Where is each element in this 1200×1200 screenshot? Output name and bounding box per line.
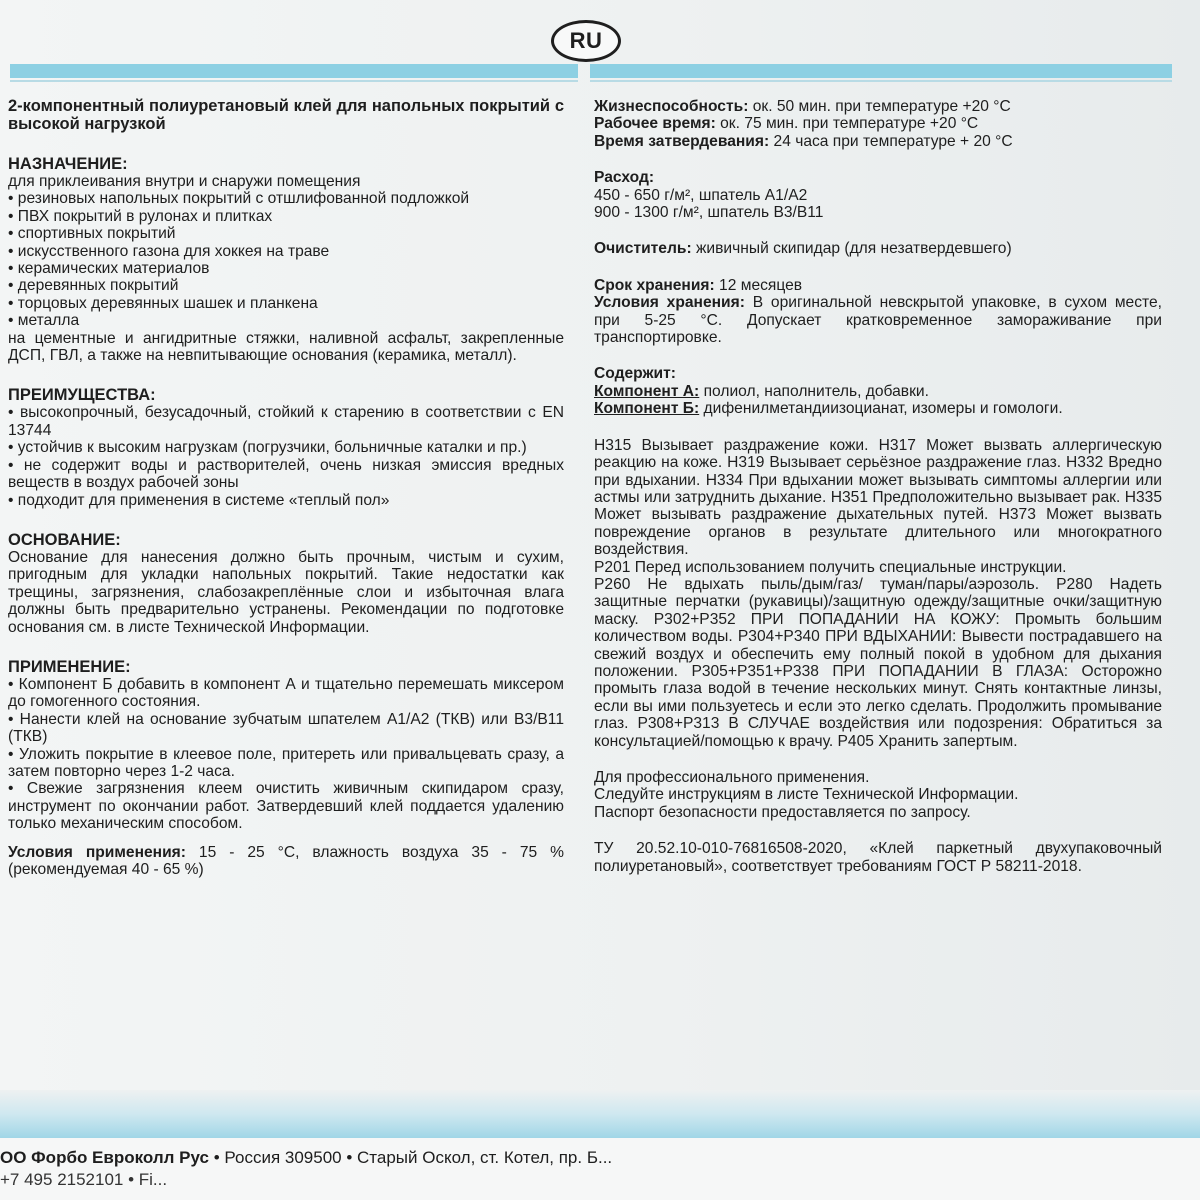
component-b-label: Компонент Б:: [594, 400, 700, 418]
component-b-value: дифенилметандиизоцианат, изомеры и гомологи.: [699, 400, 1063, 418]
cleaner-value: живичный скипидар (для незатвердевшего): [691, 240, 1012, 258]
product-title: 2-компонентный полиуретановый клей для напольных покрытий с высокой нагрузкой: [8, 97, 564, 133]
application-item: • Нанести клей на основание зубчатым шпателем А1/А2 (ТКВ) или В3/В11 (ТКВ): [8, 710, 564, 746]
component-a-label: Компонент А:: [594, 382, 700, 400]
cure-time: [594, 133, 1162, 150]
storage-value: В оригинальной невскрытой упаковке, в сухом месте, при 5-25 °С. Допускает кратковременное замораживание при транспортировке.: [594, 294, 1162, 347]
base-heading: ОСНОВАНИЕ:: [8, 530, 121, 549]
right-header-stripe: [590, 64, 1172, 78]
shelf-life-label: Срок хранения:: [594, 276, 715, 294]
footer-company: ОО Форбо Евроколл Рус: [0, 1148, 210, 1167]
consumption-line: 900 - 1300 г/м², шпатель В3/В11: [594, 204, 824, 222]
consumption-label: Расход:: [594, 169, 655, 187]
professional-line: Паспорт безопасности предоставляется по запросу.: [594, 803, 971, 821]
purpose-item: • резиновых напольных покрытий с отшлифованной подложкой: [8, 190, 470, 208]
professional-line: Для профессионального применения.: [594, 769, 870, 786]
left-column: [8, 98, 564, 878]
base-text: Основание для нанесения должно быть прочным, чистым и сухим, пригодным для укладки напольных покрытий. Такие недостатки как трещины, загрязнения, слабозакреплённые слои и избыточная влага должны быть предварительно устранены. Рекомендации по подготовке основания см. в листе Технической Информации.: [8, 548, 564, 636]
cleaner-label: Очиститель:: [594, 240, 692, 258]
purpose-item: • керамических материалов: [8, 260, 210, 278]
purpose-item: • металла: [8, 312, 80, 330]
storage: [594, 294, 1162, 346]
precaution-statement: P260 Не вдыхать пыль/дым/газ/ туман/пары/аэрозоль. P280 Надеть защитные перчатки (рукавицы)/защитную одежду/защитные очки/защитную маску. P302+P352 ПРИ ПОПАДАНИИ НА КОЖУ: Промыть большим количеством воды. P304+P340 ПРИ ВДЫХАНИИ: Вывести пострадавшего на свежий воздух и обеспечить ему полный покой в удобном для дыхания положении. P305+P351+P338 ПРИ ПОПАДАНИИ В ГЛАЗА: Осторожно промыть глаза водой в течение нескольких минут. Снять контактные линзы, если вы ими пользуетесь и если это легко сделать. Продолжить промывание глаз. P308+P313 В СЛУЧАЕ воздействия или подозрения: Обратиться за консультацией/помощью к врачу. P405 Хранить запертым.: [594, 575, 1162, 750]
pot-life-label: Жизнеспособность:: [594, 98, 749, 115]
cure-time-label: Время затвердевания:: [594, 132, 770, 150]
open-time-label: Рабочее время:: [594, 115, 716, 133]
application-item: • Компонент Б добавить в компонент А и тщательно перемешать миксером до гомогенного состояния.: [8, 675, 564, 711]
contains-heading: Содержит:: [594, 365, 676, 383]
footer: [0, 1147, 1200, 1191]
footer-line-1: [0, 1147, 1200, 1169]
component-a-value: полиол, наполнитель, добавки.: [699, 382, 929, 400]
cure-time-value: 24 часа при температуре + 20 °С: [769, 132, 1013, 150]
consumption-line: 450 - 650 г/м², шпатель А1/А2: [594, 186, 808, 204]
advantage-item: • устойчив к высоким нагрузкам (погрузчики, больничные каталки и пр.): [8, 439, 527, 457]
pot-life-value: ок. 50 мин. при температуре +20 °С: [748, 98, 1011, 115]
purpose-item: • искусственного газона для хоккея на траве: [8, 242, 330, 260]
purpose-item: • деревянных покрытий: [8, 277, 179, 295]
professional-line: Следуйте инструкциям в листе Технической Информации.: [594, 786, 1019, 804]
right-header-line: [590, 80, 1172, 82]
cleaner: [594, 240, 1162, 257]
conditions-label: Условия применения:: [8, 843, 186, 861]
conditions-text: [8, 844, 564, 879]
open-time: [594, 115, 1162, 132]
application-heading: ПРИМЕНЕНИЕ:: [8, 657, 131, 676]
footer-address: • Россия 309500 • Старый Оскол, ст. Котел, пр. Б...: [209, 1148, 613, 1167]
language-badge: RU: [551, 20, 621, 62]
purpose-item: • спортивных покрытий: [8, 225, 176, 243]
advantage-item: • высокопрочный, безусадочный, стойкий к старению в соответствии с EN 13744: [8, 404, 564, 439]
left-header-line: [10, 80, 578, 82]
advantage-item: • не содержит воды и растворителей, очень низкая эмиссия вредных веществ в воздух рабочей зоны: [8, 456, 564, 492]
purpose-item: • ПВХ покрытий в рулонах и плитках: [8, 207, 273, 225]
storage-label: Условия хранения:: [594, 294, 745, 312]
standard-text: ТУ 20.52.10-010-76816508-2020, «Клей паркетный двухупаковочный полиуретановый», соответствует требованиям ГОСТ Р 58211-2018.: [594, 840, 1162, 875]
purpose-bases: на цементные и ангидритные стяжки, наливной асфальт, закрепленные ДСП, ГВЛ, а также на невпитывающие основания (керамика, металл).: [8, 329, 564, 365]
shelf-life-value: 12 месяцев: [714, 276, 803, 294]
hazard-statements: H315 Вызывает раздражение кожи. H317 Может вызвать аллергическую реакцию на коже. H319 Вызывает серьёзное раздражение глаз. H332 Вредно при вдыхании. H334 При вдыхании может вызывать симптомы аллергии или астмы или затруднить дыхание. H351 Предположительно вызывает рак. H335 Может вызывать раздражение дыхательных путей. H373 Может вызвать повреждение органов в результате длительного или многократного воздействия.: [594, 436, 1162, 559]
purpose-heading: НАЗНАЧЕНИЕ:: [8, 155, 128, 173]
pot-life: [594, 98, 1162, 115]
precaution-statement: P201 Перед использованием получить специальные инструкции.: [594, 558, 1067, 576]
application-item: • Свежие загрязнения клеем очистить живичным скипидаром сразу, инструмент по окончании работ. Затвердевший клей поддается удалению только механическим способом.: [8, 780, 564, 833]
right-column: [594, 98, 1162, 875]
purpose-intro: для приклеивания внутри и снаружи помещения: [8, 173, 361, 190]
footer-phone: +7 495 2152101 • Fi...: [0, 1170, 168, 1189]
advantage-item: • подходит для применения в системе «теплый пол»: [8, 491, 390, 509]
component-b: [594, 400, 1162, 417]
conditions-value: 15 - 25 °С, влажность воздуха 35 - 75 % (рекомендуемая 40 - 65 %): [8, 843, 564, 878]
purpose-item: • торцовых деревянных шашек и планкена: [8, 294, 318, 312]
left-header-stripe: [10, 64, 578, 78]
application-item: • Уложить покрытие в клеевое поле, притереть или привальцевать сразу, а затем повторно через 1-2 часа.: [8, 745, 564, 780]
component-a: [594, 383, 1162, 400]
open-time-value: ок. 75 мин. при температуре +20 °С: [715, 115, 979, 133]
shelf-life: [594, 277, 1162, 294]
advantages-heading: ПРЕИМУЩЕСТВА:: [8, 386, 156, 405]
